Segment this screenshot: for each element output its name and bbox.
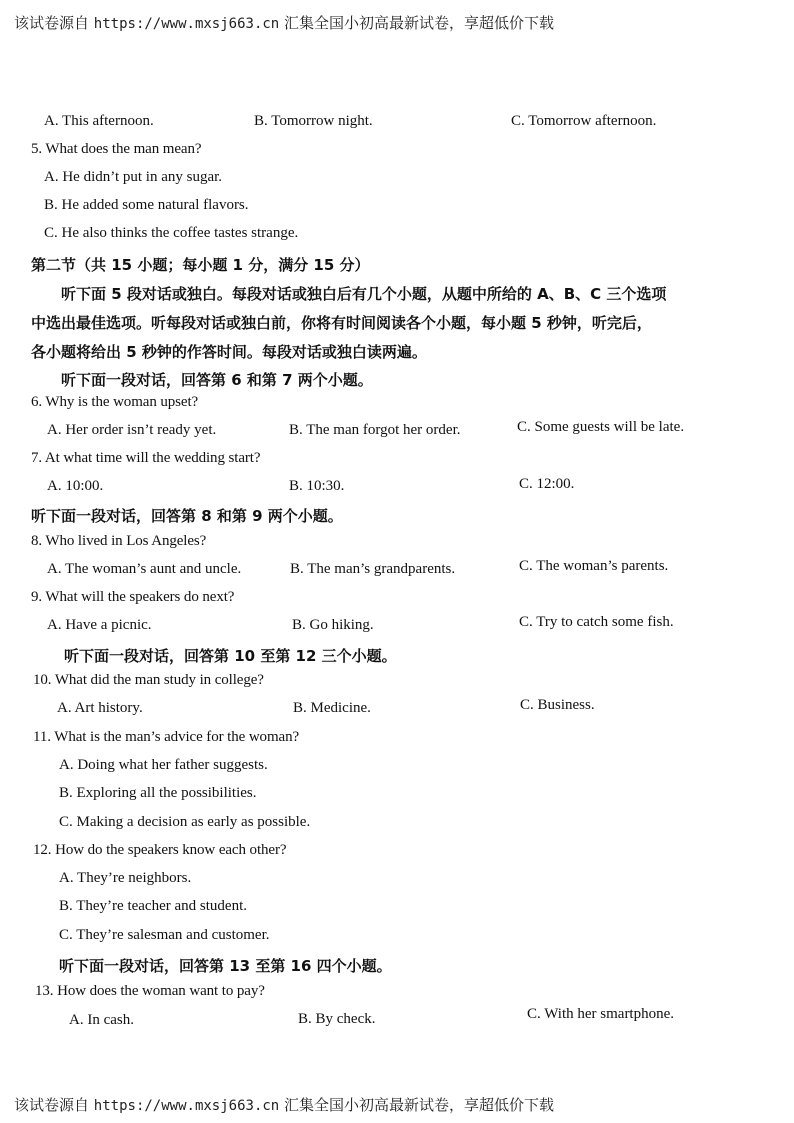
q6-stem: 6. Why is the woman upset? [31, 394, 199, 410]
page-header [14, 12, 554, 33]
q4-option-b: B. Tomorrow night. [254, 113, 373, 129]
q11-stem: 11. What is the man’s advice for the woman? [33, 729, 300, 745]
header-prefix: 该试卷源自 [14, 14, 90, 32]
q11-option-a: A. Doing what her father suggests. [59, 757, 268, 773]
q7-stem: 7. At what time will the wedding start? [31, 450, 261, 466]
direction-13-16: 听下面一段对话，回答第 13 至第 16 四个小题。 [59, 957, 392, 975]
q11-option-b: B. Exploring all the possibilities. [59, 785, 257, 801]
q5-option-a: A. He didn’t put in any sugar. [44, 169, 223, 185]
q4-option-c: C. Tomorrow afternoon. [511, 113, 657, 129]
direction-8-9: 听下面一段对话，回答第 8 和第 9 两个小题。 [31, 507, 343, 525]
q13-stem: 13. How does the woman want to pay? [35, 983, 265, 999]
header-suffix: 汇集全国小初高最新试卷，享超低价下载 [284, 14, 555, 32]
q13-option-c: C. With her smartphone. [527, 1006, 675, 1022]
instruction-line-2: 中选出最佳选项。听每段对话或独白前，你将有时间阅读各个小题，每小题 5 秒钟，听完后， [31, 314, 652, 332]
q8-option-c: C. The woman’s parents. [519, 558, 669, 574]
q7-option-a: A. 10:00. [47, 478, 104, 494]
q8-option-a: A. The woman’s aunt and uncle. [47, 561, 242, 577]
footer-suffix: 汇集全国小初高最新试卷，享超低价下载 [284, 1096, 555, 1114]
q11-option-c: C. Making a decision as early as possible. [59, 814, 311, 830]
instruction-line-1: 听下面 5 段对话或独白。每段对话或独白后有几个小题，从题中所给的 A、B、C 三个选项 [61, 285, 667, 303]
q12-option-a: A. They’re neighbors. [59, 870, 192, 886]
direction-10-12: 听下面一段对话，回答第 10 至第 12 三个小题。 [64, 647, 397, 665]
q13-option-a: A. In cash. [69, 1012, 134, 1028]
section-title: 第二节（共 15 小题；每小题 1 分，满分 15 分） [31, 256, 370, 274]
q10-option-c: C. Business. [520, 697, 595, 713]
page-footer [14, 1094, 554, 1115]
q8-option-b: B. The man’s grandparents. [290, 561, 456, 577]
q5-option-c: C. He also thinks the coffee tastes strange. [44, 225, 299, 241]
q6-option-b: B. The man forgot her order. [289, 422, 461, 438]
q9-option-a: A. Have a picnic. [47, 617, 152, 633]
q9-stem: 9. What will the speakers do next? [31, 589, 235, 605]
q12-stem: 12. How do the speakers know each other? [33, 842, 287, 858]
q10-option-b: B. Medicine. [293, 700, 371, 716]
q12-option-c: C. They’re salesman and customer. [59, 927, 270, 943]
footer-prefix: 该试卷源自 [14, 1096, 90, 1114]
q8-stem: 8. Who lived in Los Angeles? [31, 533, 207, 549]
q10-option-a: A. Art history. [57, 700, 143, 716]
q5-option-b: B. He added some natural flavors. [44, 197, 249, 213]
q13-option-b: B. By check. [298, 1011, 376, 1027]
q5-stem: 5. What does the man mean? [31, 141, 202, 157]
header-url[interactable]: https://www.mxsj663.cn [93, 16, 280, 32]
q10-stem: 10. What did the man study in college? [33, 672, 264, 688]
q9-option-b: B. Go hiking. [292, 617, 374, 633]
direction-6-7: 听下面一段对话，回答第 6 和第 7 两个小题。 [61, 371, 373, 389]
q6-option-c: C. Some guests will be late. [517, 419, 685, 435]
instruction-line-3: 各小题将给出 5 秒钟的作答时间。每段对话或独白读两遍。 [31, 343, 427, 361]
q7-option-b: B. 10:30. [289, 478, 345, 494]
q4-option-a: A. This afternoon. [44, 113, 154, 129]
q6-option-a: A. Her order isn’t ready yet. [47, 422, 217, 438]
q12-option-b: B. They’re teacher and student. [59, 898, 247, 914]
q9-option-c: C. Try to catch some fish. [519, 614, 674, 630]
q7-option-c: C. 12:00. [519, 476, 575, 492]
footer-url[interactable]: https://www.mxsj663.cn [93, 1098, 280, 1114]
